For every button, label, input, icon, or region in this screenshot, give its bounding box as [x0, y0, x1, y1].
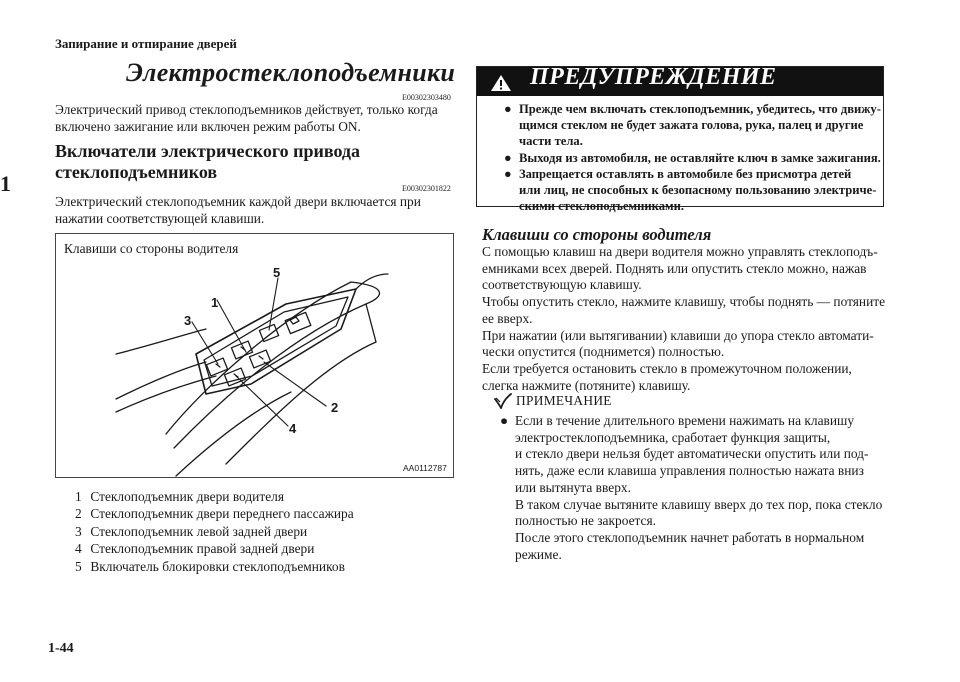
legend-num: 3	[75, 523, 82, 539]
intro-paragraph	[55, 102, 445, 135]
legend-item	[75, 523, 354, 540]
page-title: Электростеклоподъемники	[126, 58, 456, 87]
note-line: режиме.	[515, 546, 562, 562]
callout-5: 5	[273, 265, 281, 280]
legend-text: Стеклоподъемник левой задней двери	[90, 523, 308, 539]
callout-2: 2	[331, 400, 339, 415]
door-switch-illustration	[56, 234, 453, 477]
legend-item	[75, 505, 354, 522]
note-line: нять, даже если клавиша управления полностью нажата вниз	[515, 463, 864, 479]
note-line: После этого стеклоподъемник начнет работать в нормальном	[515, 529, 865, 545]
warning-line: Прежде чем включать стеклоподъемник, убедитесь, что движу-	[519, 102, 881, 116]
note-pencil-icon	[494, 393, 512, 409]
legend-num: 5	[75, 558, 82, 574]
subheading-code: E00302301822	[402, 184, 451, 193]
legend-num: 2	[75, 506, 82, 522]
warning-line: Выходя из автомобиля, не оставляйте ключ в замке зажигания.	[519, 150, 881, 165]
text-line: При нажатии (или вытягивании) клавиши до упора стекло автомати-	[482, 327, 874, 343]
section-heading	[55, 141, 360, 183]
driver-section-text	[482, 244, 886, 394]
warning-item	[504, 101, 881, 150]
warning-line: или лиц, не способных к безопасному пользованию электриче-	[519, 183, 877, 198]
note-line: полностью не закроется.	[515, 513, 656, 529]
text-line: включено зажигание или включен режим работы ON.	[55, 118, 361, 134]
figure-caption: Клавиши со стороны водителя	[64, 241, 239, 256]
warning-item	[504, 166, 876, 215]
bullet-icon: ●	[504, 166, 512, 181]
note-title: ПРИМЕЧАНИЕ	[516, 393, 612, 408]
text-line: Чтобы опустить стекло, нажмите клавишу, чтобы поднять — потяните	[482, 294, 886, 310]
note-body	[500, 413, 884, 563]
text-line: чески опустится (поднимется) полностью.	[482, 344, 725, 360]
note-line: или вытянута вверх.	[515, 479, 631, 495]
text-line: ее вверх.	[482, 310, 533, 326]
callout-1: 1	[211, 295, 219, 310]
legend-num: 1	[75, 489, 82, 504]
note-line: Если в течение длительного времени нажимать на клавишу	[515, 413, 855, 428]
legend-item	[75, 540, 354, 557]
legend-text: Стеклоподъемник правой задней двери	[90, 541, 315, 557]
legend-text: Включатель блокировки стеклоподъемников	[90, 558, 345, 574]
note-line: электростеклоподъемника, сработает функция защиты,	[515, 429, 831, 445]
warning-title: ПРЕДУПРЕЖДЕНИЕ	[530, 64, 777, 90]
bullet-icon: ●	[504, 150, 512, 165]
text-line: Электрический стеклоподъемник каждой двери включается при	[55, 194, 421, 209]
bullet-icon: ●	[500, 413, 509, 428]
legend-item	[75, 558, 354, 575]
warning-line: Запрещается оставлять в автомобиле без присмотра детей	[519, 166, 852, 181]
text-line: емниками всех дверей. Поднять или опустить стекло можно, нажав	[482, 260, 867, 276]
text-line: Электрический привод стеклоподъемников действует, только когда	[55, 102, 438, 117]
page-number: 1-44	[48, 641, 74, 656]
legend-num: 4	[75, 541, 82, 557]
driver-section-heading: Клавиши со стороны водителя	[482, 225, 712, 244]
warning-item	[504, 150, 881, 166]
legend-item	[75, 488, 354, 505]
legend-text: Стеклоподъемник двери водителя	[90, 489, 284, 504]
note-line: В таком случае вытяните клавишу вверх до тех пор, пока стекло	[515, 496, 883, 512]
heading-line: Включатели электрического привода	[55, 141, 361, 161]
text-line: слегка нажмите (потяните) клавишу.	[482, 377, 691, 393]
note-line: и стекло двери нельзя будет автоматически опустить или под-	[515, 446, 869, 462]
warning-line: щимся стеклом не будет зажата голова, рука, палец и другие	[519, 118, 864, 133]
figure-image-code: AA0112787	[403, 463, 447, 473]
callout-4: 4	[289, 421, 297, 436]
heading-line: стеклоподъемников	[55, 162, 218, 182]
text-line: С помощью клавиш на двери водителя можно управлять стеклоподъ-	[482, 244, 878, 259]
text-line: нажатии соответствующей клавиши.	[55, 210, 265, 226]
title-code: E00302303480	[402, 93, 451, 102]
text-line: Если требуется остановить стекло в промежуточном положении,	[482, 360, 852, 376]
warning-line: скими стеклоподъемниками.	[519, 199, 684, 214]
bullet-icon: ●	[504, 102, 512, 116]
subheading-paragraph	[55, 194, 445, 227]
figure-legend	[75, 488, 354, 575]
text-line: соответствующую клавишу.	[482, 277, 642, 293]
section-header: Запирание и отпирание дверей	[55, 36, 237, 51]
legend-text: Стеклоподъемник двери переднего пассажира	[90, 506, 354, 522]
warning-list	[504, 101, 881, 214]
warning-triangle-icon	[490, 74, 512, 92]
callout-3: 3	[184, 313, 192, 328]
warning-line: части тела.	[519, 134, 583, 149]
chapter-tab: 1	[0, 171, 11, 196]
